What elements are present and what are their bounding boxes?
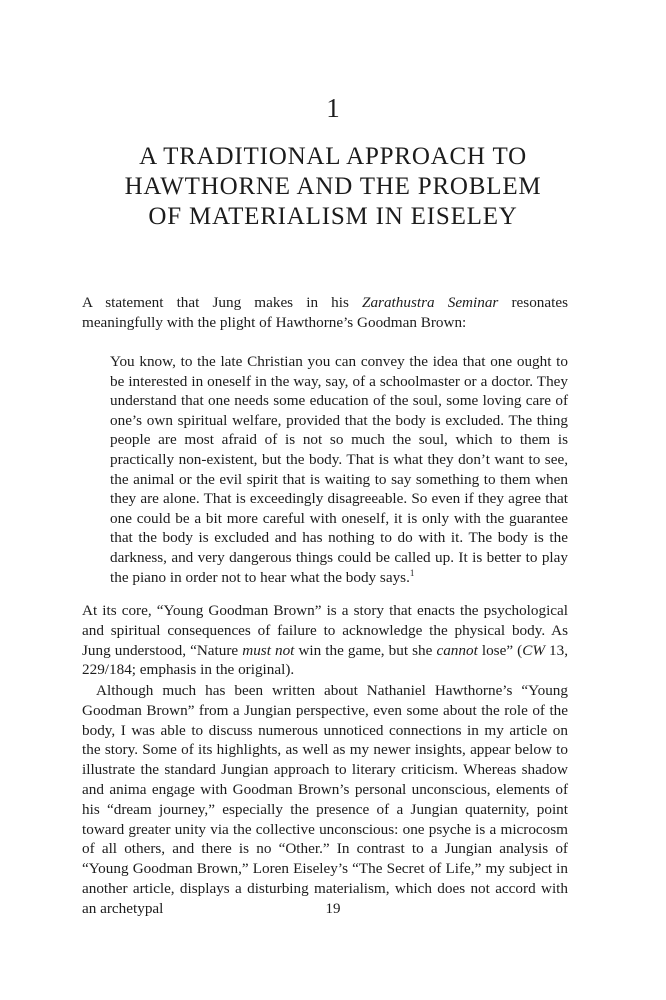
chapter-title-line-3: OF MATERIALISM IN EISELEY bbox=[148, 203, 518, 230]
core-text-4: 13, 229/184; emphasis in the original). bbox=[82, 641, 569, 679]
chapter-title-line-2: HAWTHORNE AND THE PROBLEM bbox=[124, 173, 542, 200]
block-quote bbox=[110, 352, 568, 587]
core-italic-1: must not bbox=[242, 641, 295, 659]
core-text-3: lose” ( bbox=[477, 641, 523, 659]
intro-paragraph bbox=[82, 293, 568, 333]
core-text-1: At its core, “Young Goodman Brown” is a story that enacts the psychological and spiritual consequences of failure to acknowledge the physical body. As Jung understood, “Nature bbox=[82, 602, 568, 659]
chapter-title bbox=[60, 142, 606, 232]
chapter-number: 1 bbox=[326, 93, 340, 123]
intro-italic-title: Zarathustra Seminar bbox=[362, 294, 499, 311]
chapter-title-line-1: A TRADITIONAL APPROACH TO bbox=[139, 143, 527, 170]
core-italic-3: CW bbox=[522, 641, 545, 659]
main-paragraph: Although much has been written about Nathaniel Hawthorne’s “Young Goodman Brown” from a Jungian perspective, even some about the role of the body, I was able to discuss numerous unnoticed connections in my article on the story. Some of its highlights, as well as my newer insights, appear below to illustrate the standard Jungian approach to literary criticism. Whereas shadow and anima engage with Goodman Brown’s personal unconscious, elements of his “dream journey,” especially the presence of a Jungian quaternity, point toward greater unity via the collective unconscious: one psyche is a microcosm of all others, and there is no “Other.” In contrast to a Jungian analysis of “Young Goodman Brown,” Loren Eiseley’s “The Secret of Life,” my subject in another article, displays a disturbing materialism, which does not accord with an archetypal bbox=[82, 682, 568, 917]
core-paragraph bbox=[82, 601, 568, 680]
core-text-2: win the game, but she bbox=[294, 641, 437, 659]
quote-text: You know, to the late Christian you can convey the idea that one ought to be interested in oneself in the way, say, of a schoolmaster or a doctor. They understand that one needs some education of the soul, some loving care of one’s own spiritual welfare, provided that the body is excluded. The thing people are most afraid of is not so much the soul, which to them is practically non-existent, but the body. That is what they don’t want to see, the animal or the evil spirit that is waiting to say something to them when they are alone. That is exceedingly disagreeable. So even if they agree that one could be a bit more careful with oneself, it is only with the guarantee that the body is excluded and has nothing to do with it. The body is the darkness, and very dangerous things could be called up. It is better to play the piano in order not to hear what the body says. bbox=[110, 353, 568, 586]
intro-text-before: A statement that Jung makes in his bbox=[82, 294, 363, 311]
intro-text-after: resonates meaningfully with the plight of Hawthorne’s Goodman Brown: bbox=[82, 294, 568, 331]
page-number: 19 bbox=[325, 901, 341, 917]
core-italic-2: cannot bbox=[436, 641, 478, 659]
footnote-marker[interactable]: 1 bbox=[409, 567, 415, 578]
